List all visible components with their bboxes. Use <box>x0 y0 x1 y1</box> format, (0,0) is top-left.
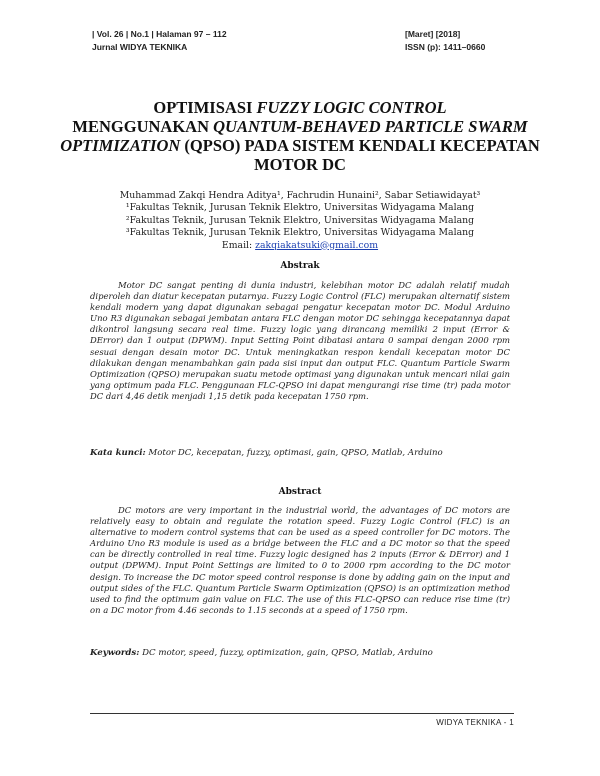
footer-rule <box>90 713 514 714</box>
abstract-heading: Abstract <box>278 487 322 497</box>
page-footer: WIDYA TEKNIKA - 1 <box>436 718 514 727</box>
affiliation-3: ³Fakultas Teknik, Jurusan Teknik Elektro, Universitas Widyagama Malang <box>125 227 475 239</box>
issue-date: [Maret] [2018] <box>405 29 461 39</box>
email-link[interactable]: zakqiakatsuki@gmail.com <box>255 239 379 251</box>
kata-kunci: Kata kunci: Motor DC, kecepatan, fuzzy, optimasi, gain, QPSO, Matlab, Arduino <box>90 448 443 458</box>
author-names: Muhammad Zakqi Hendra Aditya¹, Fachrudin Hunaini², Sabar Setiawidayat³ <box>119 190 481 201</box>
running-header-left <box>92 28 227 54</box>
volume-info: | Vol. 26 | No.1 | Halaman 97 – 112 <box>92 29 227 39</box>
issn: ISSN (p): 1411–0660 <box>405 42 486 52</box>
journal-name: Jurnal WIDYA TEKNIKA <box>92 42 188 52</box>
email-line: Email: zakqiakatsuki@gmail.com <box>221 239 379 251</box>
affiliation-1: ¹Fakultas Teknik, Jurusan Teknik Elektro, Universitas Widyagama Malang <box>125 202 475 214</box>
abstract-body: DC motors are very important in the industrial world, the advantages of DC motors are relatively easy to obtain and regulate the rotation speed. Fuzzy Logic Control (FLC) is an alternative to modern control systems that can be used as a speed controller for DC motors. The Arduino Uno R3 module is used as a bridge between the FLC and a DC motor so that the speed can be directly controlled in real time. Fuzzy logic designed has 2 inputs (Error & DError) and 1 output (DPWM). Input Point Settings are limited to 0 to 2000 rpm according to the DC motor design. To increase the DC motor speed control response is done by adding gain on the input and output sides of the FLC. Quantum Particle Swarm Optimization (QPSO) is an optimization method used to find the optimum gain value on FLC. The use of this FLC-QPSO can reduce rise time (tr) on a DC motor from 4.46 seconds to 1.15 seconds at a speed of 1750 rpm. <box>90 505 510 615</box>
abstrak-heading: Abstrak <box>280 261 320 271</box>
affiliation-2: ²Fakultas Teknik, Jurusan Teknik Elektro, Universitas Widyagama Malang <box>125 214 475 226</box>
running-header-right <box>405 28 485 54</box>
abstrak-body: Motor DC sangat penting di dunia industri, kelebihan motor DC adalah relatif mudah diperoleh dan diatur kecepatan putarnya. Fuzzy Logic Control (FLC) merupakan alternatif sistem kendali modern yang dapat digunakan sebagai pengatur kecepatan motor DC. Modul Arduino Uno R3 digunakan sebagai jembatan antara FLC dengan motor DC sehingga kecepatannya dapat dikontrol langsung secara real time. Fuzzy logic yang dirancang memiliki 2 input (Error & DError) dan 1 output (DPWM). Input Setting Point dibatasi antara 0 sampai dengan 2000 rpm sesuai dengan desain motor DC. Untuk meningkatkan respon kendali kecepatan motor DC dilakukan dengan menambahkan gain pada sisi input dan output FLC. Quantum Particle Swarm Optimization (QPSO) merupakan suatu metode optimasi yang digunakan untuk mencari nilai gain yang optimum pada FLC. Penggunaan FLC-QPSO ini dapat mengurangi rise time (tr) pada motor DC dari 4,46 detik menjadi 1,15 detik pada kecepatan 1750 rpm. <box>90 280 510 401</box>
keywords: Keywords: DC motor, speed, fuzzy, optimization, gain, QPSO, Matlab, Arduino <box>90 648 433 658</box>
author-block <box>90 190 510 252</box>
paper-title: OPTIMISASI FUZZY LOGIC CONTROL MENGGUNAKAN QUANTUM-BEHAVED PARTICLE SWARM OPTIMIZATION (QPSO) PADA SISTEM KENDALI KECEPATAN MOTOR DC <box>60 98 540 174</box>
